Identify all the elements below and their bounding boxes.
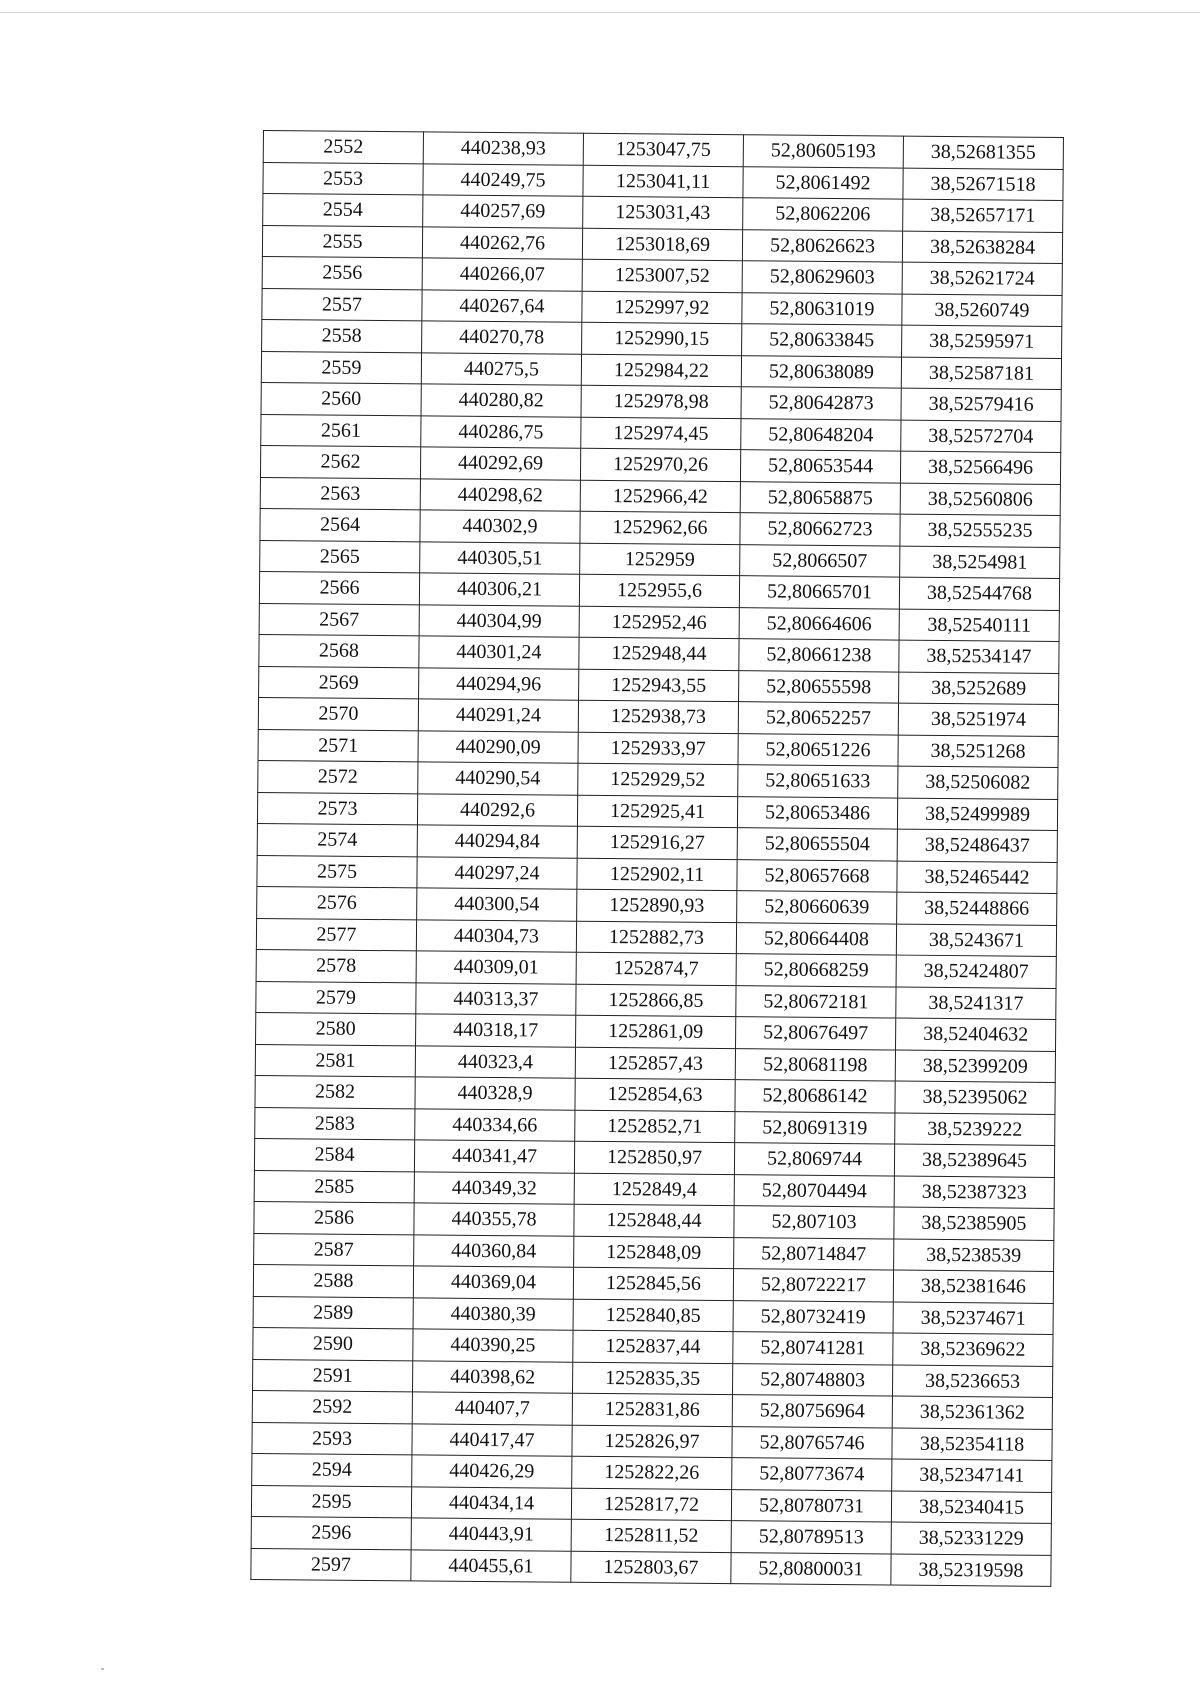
y-coordinate-cell: 1252890,93 (577, 889, 737, 922)
y-coordinate-cell: 1252970,26 (580, 448, 740, 481)
y-coordinate-cell: 1252943,55 (579, 669, 739, 702)
point-number-cell: 2559 (261, 351, 421, 384)
x-coordinate-cell: 440306,21 (419, 573, 579, 606)
point-number-cell: 2590 (253, 1327, 413, 1360)
longitude-cell: 38,52347141 (892, 1459, 1052, 1492)
point-number-cell: 2562 (260, 445, 420, 478)
latitude-cell: 52,80629603 (742, 261, 902, 294)
point-number-cell: 2595 (251, 1485, 411, 1518)
point-number-cell: 2583 (255, 1107, 415, 1140)
x-coordinate-cell: 440304,73 (416, 919, 576, 952)
x-coordinate-cell: 440349,32 (414, 1171, 574, 1204)
longitude-cell: 38,52579416 (901, 388, 1061, 421)
point-number-cell: 2558 (262, 319, 422, 352)
x-coordinate-cell: 440398,62 (412, 1360, 572, 1393)
x-coordinate-cell: 440280,82 (421, 384, 581, 417)
point-number-cell: 2578 (256, 949, 416, 982)
x-coordinate-cell: 440294,96 (419, 667, 579, 700)
latitude-cell: 52,80748803 (732, 1363, 892, 1396)
latitude-cell: 52,80686142 (735, 1080, 895, 1113)
y-coordinate-cell: 1252959 (580, 543, 740, 576)
x-coordinate-cell: 440360,84 (414, 1234, 574, 1267)
latitude-cell: 52,80800031 (731, 1552, 891, 1585)
x-coordinate-cell: 440417,47 (412, 1423, 572, 1456)
x-coordinate-cell: 440318,17 (416, 1014, 576, 1047)
longitude-cell: 38,52657171 (903, 199, 1063, 232)
latitude-cell: 52,80741281 (733, 1332, 893, 1365)
latitude-cell: 52,80653486 (737, 796, 897, 829)
y-coordinate-cell: 1253031,43 (583, 196, 743, 229)
longitude-cell: 38,52572704 (901, 420, 1061, 453)
longitude-cell: 38,52566496 (900, 451, 1060, 484)
y-coordinate-cell: 1252990,15 (582, 322, 742, 355)
y-coordinate-cell: 1252849,4 (574, 1173, 734, 1206)
x-coordinate-cell: 440341,47 (414, 1140, 574, 1173)
latitude-cell: 52,8062206 (743, 198, 903, 231)
y-coordinate-cell: 1253047,75 (583, 133, 743, 166)
longitude-cell: 38,52587181 (901, 357, 1061, 390)
point-number-cell: 2575 (257, 855, 417, 888)
longitude-cell: 38,52595971 (902, 325, 1062, 358)
latitude-cell: 52,80655504 (737, 828, 897, 861)
x-coordinate-cell: 440455,61 (411, 1549, 571, 1582)
point-number-cell: 2554 (263, 194, 423, 227)
longitude-cell: 38,5236653 (892, 1365, 1052, 1398)
longitude-cell: 38,52369622 (893, 1333, 1053, 1366)
point-number-cell: 2557 (262, 288, 422, 321)
point-number-cell: 2560 (261, 382, 421, 415)
y-coordinate-cell: 1252955,6 (579, 574, 739, 607)
x-coordinate-cell: 440302,9 (420, 510, 580, 543)
point-number-cell: 2593 (252, 1422, 412, 1455)
point-number-cell: 2579 (256, 981, 416, 1014)
longitude-cell: 38,52354118 (892, 1428, 1052, 1461)
point-number-cell: 2597 (251, 1548, 411, 1581)
y-coordinate-cell: 1252997,92 (582, 291, 742, 324)
x-coordinate-cell: 440443,91 (411, 1518, 571, 1551)
longitude-cell: 38,52374671 (893, 1302, 1053, 1335)
y-coordinate-cell: 1252962,66 (580, 511, 740, 544)
point-number-cell: 2571 (258, 729, 418, 762)
latitude-cell: 52,80664606 (739, 607, 899, 640)
y-coordinate-cell: 1252848,44 (574, 1204, 734, 1237)
longitude-cell: 38,52499989 (897, 798, 1057, 831)
point-number-cell: 2572 (258, 760, 418, 793)
longitude-cell: 38,52331229 (891, 1522, 1051, 1555)
y-coordinate-cell: 1253041,11 (583, 165, 743, 198)
y-coordinate-cell: 1252811,52 (571, 1519, 731, 1552)
latitude-cell: 52,80653544 (740, 450, 900, 483)
longitude-cell: 38,5243671 (896, 924, 1056, 957)
longitude-cell: 38,52555235 (900, 514, 1060, 547)
latitude-cell: 52,80626623 (742, 229, 902, 262)
y-coordinate-cell: 1252803,67 (571, 1551, 731, 1584)
latitude-cell: 52,80691319 (735, 1111, 895, 1144)
longitude-cell: 38,52381646 (893, 1270, 1053, 1303)
y-coordinate-cell: 1252857,43 (575, 1047, 735, 1080)
point-number-cell: 2591 (253, 1359, 413, 1392)
x-coordinate-cell: 440298,62 (420, 478, 580, 511)
longitude-cell: 38,52465442 (897, 861, 1057, 894)
longitude-cell: 38,52506082 (898, 766, 1058, 799)
x-coordinate-cell: 440390,25 (413, 1329, 573, 1362)
y-coordinate-cell: 1253018,69 (582, 228, 742, 261)
point-number-cell: 2589 (253, 1296, 413, 1329)
x-coordinate-cell: 440328,9 (415, 1077, 575, 1110)
latitude-cell: 52,80780731 (731, 1489, 891, 1522)
y-coordinate-cell: 1252831,86 (572, 1393, 732, 1426)
x-coordinate-cell: 440301,24 (419, 636, 579, 669)
point-number-cell: 2580 (256, 1012, 416, 1045)
point-number-cell: 2565 (260, 540, 420, 573)
longitude-cell: 38,52385905 (894, 1207, 1054, 1240)
y-coordinate-cell: 1252882,73 (576, 921, 736, 954)
x-coordinate-cell: 440290,09 (418, 730, 578, 763)
x-coordinate-cell: 440292,69 (420, 447, 580, 480)
point-number-cell: 2587 (254, 1233, 414, 1266)
longitude-cell: 38,5251974 (898, 703, 1058, 736)
latitude-cell: 52,8061492 (743, 166, 903, 199)
longitude-cell: 38,52387323 (894, 1176, 1054, 1209)
latitude-cell: 52,80638089 (741, 355, 901, 388)
latitude-cell: 52,80651633 (738, 765, 898, 798)
y-coordinate-cell: 1252840,85 (573, 1299, 733, 1332)
x-coordinate-cell: 440267,64 (422, 289, 582, 322)
x-coordinate-cell: 440407,7 (412, 1392, 572, 1425)
point-number-cell: 2576 (257, 886, 417, 919)
latitude-cell: 52,80605193 (743, 135, 903, 168)
longitude-cell: 38,52404632 (895, 1018, 1055, 1051)
latitude-cell: 52,80756964 (732, 1395, 892, 1428)
longitude-cell: 38,52395062 (895, 1081, 1055, 1114)
y-coordinate-cell: 1252925,41 (577, 795, 737, 828)
latitude-cell: 52,80657668 (737, 859, 897, 892)
longitude-cell: 38,52340415 (891, 1491, 1051, 1524)
y-coordinate-cell: 1252874,7 (576, 952, 736, 985)
y-coordinate-cell: 1252984,22 (581, 354, 741, 387)
y-coordinate-cell: 1252938,73 (578, 700, 738, 733)
point-number-cell: 2582 (255, 1075, 415, 1108)
y-coordinate-cell: 1252826,97 (572, 1425, 732, 1458)
point-number-cell: 2586 (254, 1201, 414, 1234)
latitude-cell: 52,80732419 (733, 1300, 893, 1333)
x-coordinate-cell: 440355,78 (414, 1203, 574, 1236)
point-number-cell: 2553 (263, 162, 423, 195)
point-number-cell: 2568 (259, 634, 419, 667)
y-coordinate-cell: 1252822,26 (572, 1456, 732, 1489)
y-coordinate-cell: 1252850,97 (574, 1141, 734, 1174)
latitude-cell: 52,80681198 (735, 1048, 895, 1081)
y-coordinate-cell: 1252902,11 (577, 858, 737, 891)
x-coordinate-cell: 440380,39 (413, 1297, 573, 1330)
longitude-cell: 38,5241317 (896, 987, 1056, 1020)
x-coordinate-cell: 440291,24 (418, 699, 578, 732)
longitude-cell: 38,52671518 (903, 168, 1063, 201)
y-coordinate-cell: 1252852,71 (575, 1110, 735, 1143)
y-coordinate-cell: 1252978,98 (581, 385, 741, 418)
point-number-cell: 2569 (259, 666, 419, 699)
point-number-cell: 2570 (258, 697, 418, 730)
latitude-cell: 52,80789513 (731, 1521, 891, 1554)
y-coordinate-cell: 1252933,97 (578, 732, 738, 765)
x-coordinate-cell: 440286,75 (421, 415, 581, 448)
point-number-cell: 2585 (254, 1170, 414, 1203)
x-coordinate-cell: 440309,01 (416, 951, 576, 984)
latitude-cell: 52,80652257 (738, 702, 898, 735)
y-coordinate-cell: 1252966,42 (580, 480, 740, 513)
point-number-cell: 2567 (259, 603, 419, 636)
x-coordinate-cell: 440313,37 (416, 982, 576, 1015)
latitude-cell: 52,80676497 (736, 1017, 896, 1050)
x-coordinate-cell: 440334,66 (415, 1108, 575, 1141)
point-number-cell: 2596 (251, 1516, 411, 1549)
y-coordinate-cell: 1252854,63 (575, 1078, 735, 1111)
x-coordinate-cell: 440290,54 (418, 762, 578, 795)
table-row (251, 1548, 1051, 1586)
longitude-cell: 38,52534147 (899, 640, 1059, 673)
y-coordinate-cell: 1252866,85 (576, 984, 736, 1017)
coordinates-table (250, 130, 1064, 1587)
y-coordinate-cell: 1252848,09 (574, 1236, 734, 1269)
y-coordinate-cell: 1252817,72 (571, 1488, 731, 1521)
point-number-cell: 2556 (262, 256, 422, 289)
point-number-cell: 2552 (263, 131, 423, 164)
latitude-cell: 52,80773674 (732, 1458, 892, 1491)
y-coordinate-cell: 1252929,52 (578, 763, 738, 796)
latitude-cell: 52,80722217 (733, 1269, 893, 1302)
longitude-cell: 38,5260749 (902, 294, 1062, 327)
point-number-cell: 2584 (254, 1138, 414, 1171)
x-coordinate-cell: 440297,24 (417, 856, 577, 889)
scan-speck (101, 1668, 104, 1670)
x-coordinate-cell: 440249,75 (423, 163, 583, 196)
x-coordinate-cell: 440266,07 (422, 258, 582, 291)
y-coordinate-cell: 1252835,35 (572, 1362, 732, 1395)
latitude-cell: 52,80672181 (736, 985, 896, 1018)
latitude-cell: 52,80631019 (742, 292, 902, 325)
x-coordinate-cell: 440300,54 (417, 888, 577, 921)
latitude-cell: 52,80662723 (740, 513, 900, 546)
latitude-cell: 52,80655598 (739, 670, 899, 703)
latitude-cell: 52,80651226 (738, 733, 898, 766)
point-number-cell: 2564 (260, 508, 420, 541)
point-number-cell: 2563 (260, 477, 420, 510)
y-coordinate-cell: 1253007,52 (582, 259, 742, 292)
latitude-cell: 52,80668259 (736, 954, 896, 987)
x-coordinate-cell: 440270,78 (422, 321, 582, 354)
point-number-cell: 2566 (259, 571, 419, 604)
y-coordinate-cell: 1252916,27 (577, 826, 737, 859)
x-coordinate-cell: 440323,4 (415, 1045, 575, 1078)
longitude-cell: 38,52621724 (902, 262, 1062, 295)
longitude-cell: 38,5251268 (898, 735, 1058, 768)
longitude-cell: 38,52540111 (899, 609, 1059, 642)
longitude-cell: 38,52389645 (894, 1144, 1054, 1177)
x-coordinate-cell: 440275,5 (421, 352, 581, 385)
latitude-cell: 52,80661238 (739, 639, 899, 672)
latitude-cell: 52,80633845 (742, 324, 902, 357)
point-number-cell: 2594 (252, 1453, 412, 1486)
x-coordinate-cell: 440434,14 (411, 1486, 571, 1519)
longitude-cell: 38,52560806 (900, 483, 1060, 516)
x-coordinate-cell: 440304,99 (419, 604, 579, 637)
point-number-cell: 2577 (256, 918, 416, 951)
y-coordinate-cell: 1252837,44 (573, 1330, 733, 1363)
longitude-cell: 38,52638284 (902, 231, 1062, 264)
latitude-cell: 52,8066507 (740, 544, 900, 577)
x-coordinate-cell: 440294,84 (417, 825, 577, 858)
point-number-cell: 2561 (261, 414, 421, 447)
latitude-cell: 52,80714847 (734, 1237, 894, 1270)
point-number-cell: 2555 (262, 225, 422, 258)
longitude-cell: 38,5254981 (900, 546, 1060, 579)
longitude-cell: 38,52319598 (891, 1554, 1051, 1587)
latitude-cell: 52,8069744 (734, 1143, 894, 1176)
latitude-cell: 52,80658875 (740, 481, 900, 514)
latitude-cell: 52,80665701 (739, 576, 899, 609)
point-number-cell: 2592 (252, 1390, 412, 1423)
y-coordinate-cell: 1252861,09 (576, 1015, 736, 1048)
longitude-cell: 38,5238539 (894, 1239, 1054, 1272)
x-coordinate-cell: 440238,93 (423, 132, 583, 165)
latitude-cell: 52,80704494 (734, 1174, 894, 1207)
scan-edge-line (0, 12, 1200, 13)
point-number-cell: 2588 (253, 1264, 413, 1297)
y-coordinate-cell: 1252845,56 (573, 1267, 733, 1300)
longitude-cell: 38,52544768 (899, 577, 1059, 610)
y-coordinate-cell: 1252952,46 (579, 606, 739, 639)
latitude-cell: 52,807103 (734, 1206, 894, 1239)
x-coordinate-cell: 440262,76 (422, 226, 582, 259)
latitude-cell: 52,80642873 (741, 387, 901, 420)
longitude-cell: 38,52681355 (903, 136, 1063, 169)
x-coordinate-cell: 440305,51 (420, 541, 580, 574)
latitude-cell: 52,80664408 (736, 922, 896, 955)
x-coordinate-cell: 440257,69 (423, 195, 583, 228)
x-coordinate-cell: 440426,29 (412, 1455, 572, 1488)
point-number-cell: 2581 (255, 1044, 415, 1077)
longitude-cell: 38,52399209 (895, 1050, 1055, 1083)
point-number-cell: 2574 (257, 823, 417, 856)
longitude-cell: 38,5252689 (899, 672, 1059, 705)
y-coordinate-cell: 1252974,45 (581, 417, 741, 450)
longitude-cell: 38,52424807 (896, 955, 1056, 988)
x-coordinate-cell: 440369,04 (413, 1266, 573, 1299)
point-number-cell: 2573 (257, 792, 417, 825)
latitude-cell: 52,80660639 (737, 891, 897, 924)
latitude-cell: 52,80648204 (741, 418, 901, 451)
y-coordinate-cell: 1252948,44 (579, 637, 739, 670)
longitude-cell: 38,52448866 (897, 892, 1057, 925)
longitude-cell: 38,52361362 (892, 1396, 1052, 1429)
x-coordinate-cell: 440292,6 (417, 793, 577, 826)
longitude-cell: 38,52486437 (897, 829, 1057, 862)
latitude-cell: 52,80765746 (732, 1426, 892, 1459)
coordinates-table-body (251, 131, 1064, 1587)
longitude-cell: 38,5239222 (895, 1113, 1055, 1146)
